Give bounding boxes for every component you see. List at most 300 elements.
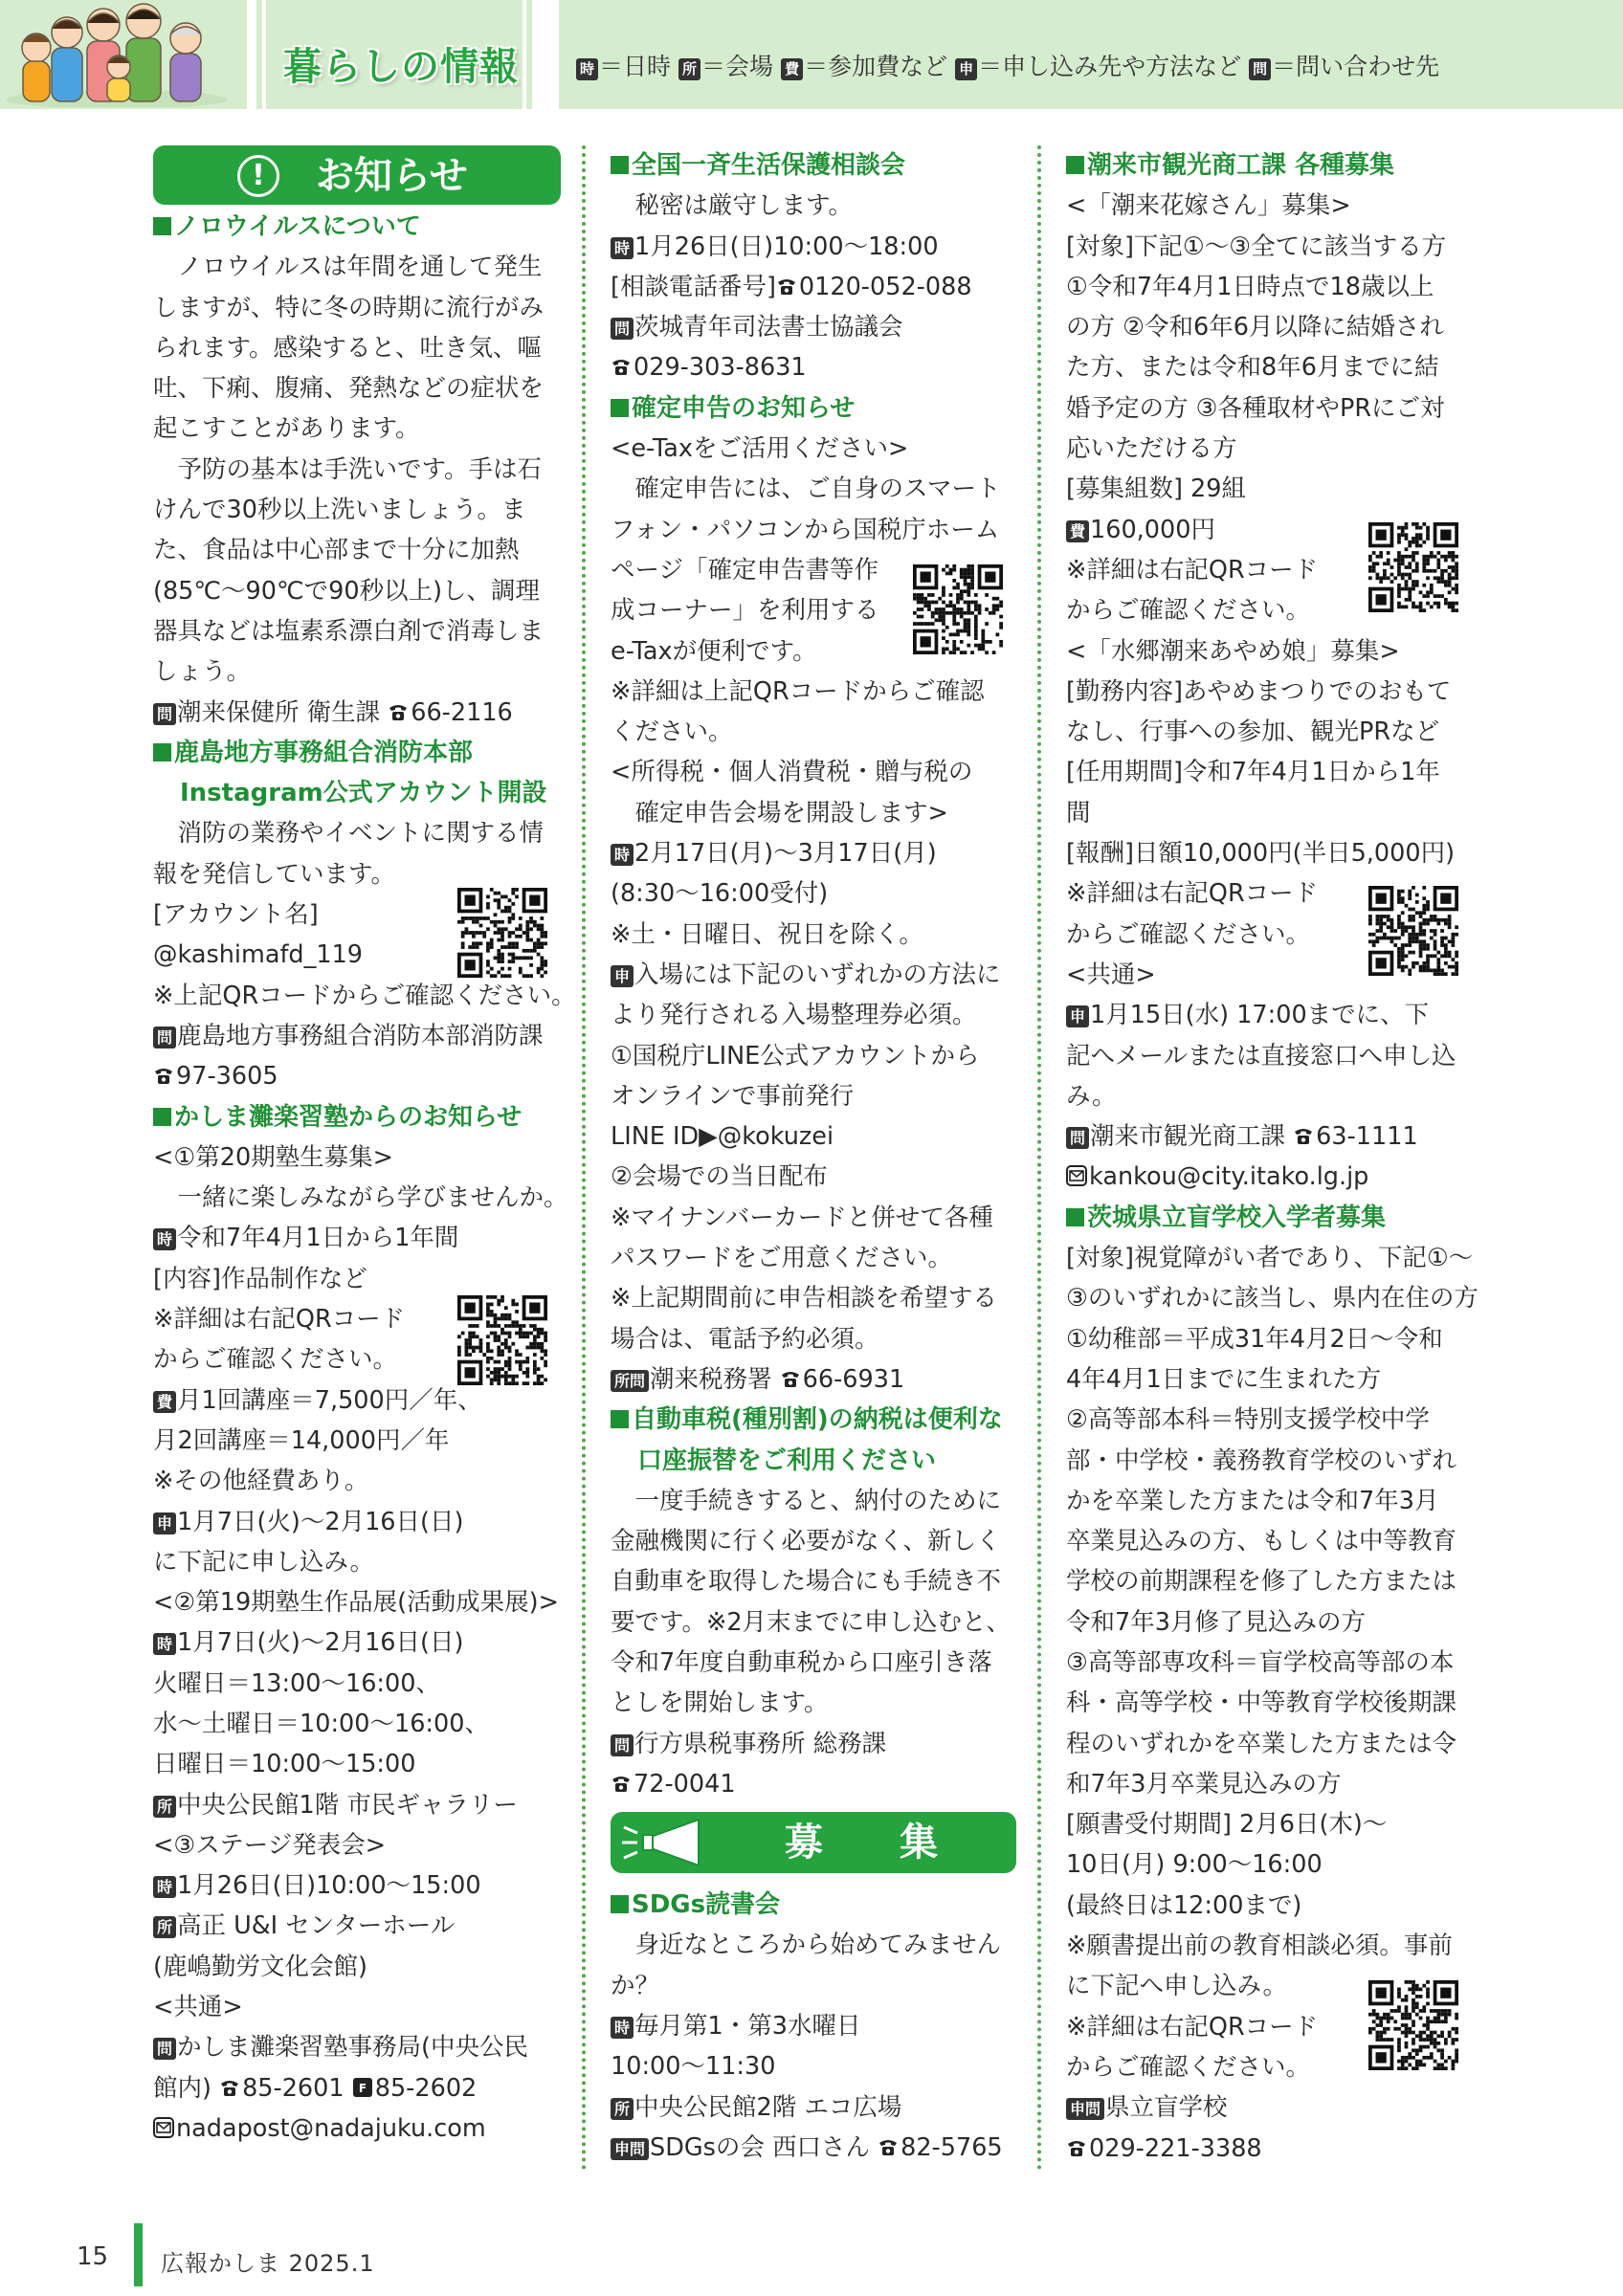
text-line (153, 2108, 561, 2149)
column-3 (1066, 145, 1476, 2169)
heading-text: ノロウイルスについて (174, 212, 421, 241)
line-text: <e-Taxをご活用ください> (611, 434, 909, 464)
text-line (611, 1359, 1016, 1400)
heading-square-icon (1066, 1208, 1084, 1226)
line-text: [対象]下記①～③全てに該当する方 (1066, 232, 1447, 261)
line-text: 確定申告会場を開設します> (611, 798, 948, 828)
text-line (611, 1724, 1016, 1764)
line-text: (鹿嶋勤労文化会館) (153, 1952, 367, 1981)
line-text: <共通> (153, 1993, 243, 2022)
abbreviation-mark: 問 (153, 1027, 176, 1049)
line-text: ※詳細は右記QRコード (1066, 555, 1319, 585)
text-line (1066, 2087, 1476, 2128)
text-line (153, 288, 561, 328)
abbreviation-mark: 申 (1066, 1005, 1089, 1027)
heading-text: 確定申告のお知らせ (632, 393, 856, 423)
line-text: 消防の業務やイベントに関する情 (153, 819, 545, 849)
text-line (1066, 1764, 1476, 1804)
text-line (611, 793, 1016, 833)
section-heading (153, 773, 561, 813)
heading-text: 口座振替をご利用ください (637, 1446, 937, 1475)
telephone-icon (1293, 1125, 1314, 1146)
text-line (611, 2006, 1016, 2046)
telephone-icon (153, 1065, 174, 1086)
text-line (153, 1137, 561, 1178)
line-text: [報酬]日額10,000円(半日5,000円) (1066, 839, 1456, 869)
line-text: SDGsの会 西口さん (650, 2132, 878, 2162)
text-line (1066, 1804, 1476, 1844)
line-text: 10:00～11:30 (611, 2052, 776, 2082)
line-text: (85℃～90℃で90秒以上)し、調理 (153, 576, 541, 606)
text-line (1066, 186, 1476, 226)
line-text: み。 (1066, 1081, 1117, 1111)
line-text: 令和7年度自動車税から口座引き落 (611, 1647, 992, 1677)
text-line (153, 490, 561, 530)
telephone-icon (611, 356, 632, 377)
text-line (1066, 712, 1476, 752)
line-text: ②高等部本科＝特別支援学校中学 (1066, 1405, 1430, 1435)
line-text: なし、行事への参加、観光PRなど (1066, 718, 1440, 747)
line-text: 入場には下記のいずれかの方法に (634, 960, 1001, 989)
text-line (1066, 1036, 1476, 1076)
text-line (611, 1076, 1016, 1116)
line-text: 卒業見込みの方、もしくは中等教育 (1066, 1527, 1457, 1556)
line-text: 応いただける方 (1066, 434, 1237, 464)
text-line (153, 1542, 561, 1582)
qr-code (1368, 522, 1458, 612)
text-line (153, 1947, 561, 1987)
line-text: ※詳細は上記QRコードからご確認 (611, 676, 985, 706)
line-text: 1月7日(火)～2月16日(日) (177, 1628, 464, 1658)
line-text: @kashimafd_119 (153, 940, 364, 970)
text-line (153, 1421, 561, 1461)
line-text: 1月26日(日)10:00～18:00 (634, 232, 939, 261)
line-text: 予防の基本は手洗いです。手は石 (153, 454, 542, 484)
section-heading (611, 145, 1016, 186)
line-text: パスワードをご用意ください。 (611, 1244, 953, 1273)
text-line (153, 530, 561, 570)
text-line (611, 672, 1016, 712)
line-text: かしま灘楽習塾事務局(中央公民 (177, 2033, 528, 2063)
line-text: 吐、下痢、腹痛、発熱などの症状を (153, 374, 545, 404)
text-line (1066, 1724, 1476, 1764)
qr-code (913, 564, 1003, 654)
line-text: <所得税・個人消費税・贈与税の (611, 758, 973, 787)
text-line (1066, 1400, 1476, 1440)
line-text: [アカウント名] (153, 900, 319, 930)
telephone-icon (780, 1368, 801, 1389)
text-line (1066, 1238, 1476, 1278)
abbreviation-mark: 申 (611, 965, 634, 987)
text-line (1066, 2129, 1476, 2169)
text-line (153, 1016, 561, 1056)
line-text: [内容]作品制作など (153, 1264, 367, 1293)
text-line (1066, 752, 1476, 792)
line-text: 火曜日＝13:00～16:00、 (153, 1668, 440, 1698)
abbreviation-mark: 費 (1066, 520, 1089, 542)
line-text: としを開始します。 (611, 1689, 829, 1718)
line-text: られます。感染すると、吐き気、嘔 (153, 333, 542, 363)
heading-square-icon (153, 743, 171, 762)
abbreviation-mark: 所 (153, 1916, 176, 1938)
line-text: ※詳細は右記QRコード (1066, 2012, 1319, 2042)
text-line (153, 2068, 561, 2108)
text-line (153, 1178, 568, 1218)
heading-square-icon (611, 156, 629, 174)
line-text: <「潮来花嫁さん」募集> (1066, 191, 1351, 221)
qr-code (457, 1295, 547, 1385)
text-line (611, 995, 1016, 1035)
svg-text:F: F (358, 2081, 367, 2095)
section-heading (153, 207, 561, 247)
text-line (611, 1198, 1016, 1238)
text-line (153, 450, 561, 490)
abbreviation-mark: 費 (153, 1391, 176, 1413)
line-text: kankou@city.itako.lg.jp (1089, 1162, 1369, 1192)
telephone-icon (776, 276, 797, 297)
line-text: [対象]視覚障がい者であり、下記①～ (1066, 1244, 1474, 1273)
text-line (1066, 1076, 1476, 1116)
abbreviation-legend (576, 48, 1447, 82)
line-text: 月1回講座＝7,500円／年、 (177, 1385, 482, 1415)
text-line (153, 1987, 561, 2027)
section-heading (1066, 145, 1476, 186)
header-divider (522, 0, 526, 109)
legend-text: ＝問い合わせ先 (1272, 53, 1440, 80)
text-line (611, 752, 1016, 792)
text-line (1066, 995, 1476, 1035)
heading-text: SDGs読書会 (632, 1890, 781, 1920)
text-line (611, 1764, 1016, 1804)
text-line (1066, 1926, 1476, 1966)
text-line (1066, 227, 1476, 267)
abbreviation-mark: 時 (153, 1876, 176, 1898)
line-text: [募集組数] 29組 (1066, 475, 1246, 504)
column-1 (153, 145, 576, 2149)
line-text: 令和7年3月修了見込みの方 (1066, 1607, 1366, 1637)
text-line (611, 712, 1016, 752)
line-text: [任用期間]令和7年4月1日から1年 (1066, 758, 1440, 787)
line-text: 自動車を取得した場合にも手続き不 (611, 1567, 1002, 1597)
text-line (153, 1664, 561, 1704)
text-line (153, 328, 561, 368)
line-text: 中央公民館1階 市民ギャラリー (177, 1790, 518, 1820)
text-line (611, 1561, 1016, 1601)
line-text: 1月15日(水) 17:00までに、下 (1090, 1001, 1430, 1030)
line-text: 茨城青年司法書士協議会 (634, 313, 903, 342)
telephone-icon (611, 1773, 632, 1794)
line-text: 中央公民館2階 エコ広場 (634, 2092, 902, 2122)
legend-mark: 問 (1249, 58, 1271, 80)
text-line (153, 1825, 561, 1866)
legend-mark: 所 (678, 58, 700, 80)
section-heading (1066, 1198, 1476, 1238)
text-line (1066, 631, 1476, 672)
header-divider (262, 0, 266, 109)
line-text: 潮来保健所 衛生課 (177, 697, 389, 727)
text-line (611, 873, 1016, 914)
text-line (153, 813, 561, 853)
fax-icon (352, 2077, 373, 2098)
line-text: ※土・日曜日、祝日を除く。 (611, 919, 923, 949)
heading-square-icon (611, 1410, 629, 1428)
column-divider (582, 145, 586, 2172)
text-line (1066, 672, 1476, 712)
legend-text: ＝参加費など (804, 53, 948, 80)
text-line (1066, 429, 1476, 469)
line-text: ※その他経費あり。 (153, 1467, 369, 1496)
phone-number: 66-6931 (802, 1364, 905, 1394)
abbreviation-mark: 問 (611, 318, 634, 340)
line-text: 一度手続きすると、納付のために (611, 1486, 1002, 1515)
abbreviation-mark: 問 (1066, 1127, 1089, 1149)
text-line (153, 693, 561, 733)
text-line (153, 1866, 561, 1906)
text-line (153, 1582, 561, 1623)
line-text: <共通> (1066, 960, 1156, 989)
text-line (611, 2128, 1016, 2168)
text-line (1066, 1683, 1476, 1723)
line-text: ※上記期間前に申告相談を希望する (611, 1284, 997, 1314)
line-text: からご確認ください。 (1066, 596, 1311, 626)
abbreviation-mark: 所 (153, 1796, 176, 1818)
text-line (153, 1906, 561, 1946)
text-line (1066, 1561, 1476, 1601)
line-text: 毎月第1・第3水曜日 (634, 2012, 861, 2042)
line-text: <「水郷潮来あやめ娘」募集> (1066, 636, 1400, 666)
line-text: 起こすことがあります。 (153, 414, 420, 444)
line-text: 要です。※2月末までに申し込むと、 (611, 1607, 1012, 1637)
line-text: の方 ②令和6年6月以降に結婚され (1066, 313, 1444, 342)
banner-label: 募 集 (785, 1821, 938, 1866)
line-text: <①第20期塾生募集> (153, 1142, 394, 1172)
text-line (611, 1602, 1016, 1643)
text-line (1066, 469, 1476, 509)
telephone-icon (1066, 2137, 1087, 2158)
text-line (611, 1278, 1016, 1318)
line-text: 一緒に楽しみながら学びませんか。 (153, 1183, 568, 1213)
text-line (611, 227, 1016, 267)
line-text: 程のいずれかを卒業した方または令 (1066, 1729, 1457, 1758)
line-text: か？ (611, 1971, 660, 2000)
family-illustration (4, 0, 230, 107)
text-line (1066, 833, 1476, 873)
line-text: ください。 (611, 718, 733, 747)
text-line (1066, 1441, 1476, 1481)
text-line (153, 1744, 561, 1784)
text-line (611, 2046, 1016, 2086)
line-text: <②第19期塾生作品展(活動成果展)> (153, 1588, 559, 1618)
text-line (1066, 1319, 1476, 1359)
line-text: 鹿島地方事務組合消防本部消防課 (177, 1021, 544, 1050)
qr-code (1368, 886, 1458, 976)
column-divider (1037, 145, 1041, 2172)
qr-code (1368, 1980, 1458, 2070)
line-text: 1月26日(日)10:00～15:00 (177, 1871, 481, 1901)
telephone-icon (219, 2077, 240, 2098)
text-line (153, 651, 561, 692)
text-line (1066, 388, 1476, 429)
line-text: 和7年3月卒業見込みの方 (1066, 1769, 1342, 1799)
line-text: より発行される入場整理券必須。 (611, 1001, 977, 1030)
line-text: ②会場での当日配布 (611, 1162, 828, 1192)
text-line (611, 955, 1016, 995)
section-heading (611, 388, 1016, 429)
abbreviation-mark: 時 (611, 237, 634, 259)
text-line (611, 1116, 1016, 1157)
line-text: 令和7年4月1日から1年間 (177, 1224, 459, 1253)
phone-number: 63-1111 (1316, 1122, 1418, 1152)
abbreviation-mark: 問 (153, 703, 176, 725)
legend-text: ＝日時 (599, 53, 672, 80)
line-text: [願書受付期間] 2月6日(木)～ (1066, 1810, 1388, 1840)
line-text: ※願書提出前の教育相談必須。事前 (1066, 1932, 1453, 1961)
text-line (1066, 267, 1476, 307)
heading-text: 潮来市観光商工課 各種募集 (1087, 151, 1395, 180)
line-text: 秘密は厳守します。 (611, 191, 853, 221)
text-line (611, 1036, 1016, 1076)
text-line (153, 1380, 561, 1421)
section-heading (611, 1441, 1016, 1481)
text-line (611, 186, 1016, 226)
line-text: オンラインで事前発行 (611, 1081, 855, 1111)
line-text: 婚予定の方 ③各種取材やPRにご対 (1066, 393, 1445, 423)
exclamation-icon: ! (237, 155, 279, 197)
text-line (611, 1481, 1016, 1521)
abbreviation-mark: 所 (611, 2098, 634, 2120)
text-line (153, 1461, 561, 1501)
qr-code (457, 888, 547, 978)
line-text: 館内) (153, 2073, 220, 2103)
abbreviation-mark: 時 (153, 1633, 176, 1655)
heading-text: 自動車税(種別割)の納税は便利な (632, 1405, 1003, 1435)
section-heading (611, 1885, 1016, 1925)
line-text: しょう。 (153, 657, 252, 687)
text-line (153, 611, 561, 651)
abbreviation-mark: 申問 (1066, 2098, 1104, 2120)
line-text: ページ「確定申告書等作 (611, 555, 878, 585)
phone-number: 97-3605 (176, 1062, 278, 1092)
publication-name: 広報かしま 2025.1 (161, 2250, 375, 2277)
text-line (611, 510, 1016, 550)
line-text: ①国税庁LINE公式アカウントから (611, 1041, 980, 1071)
text-line (611, 1157, 1016, 1197)
text-line (611, 267, 1016, 307)
text-line (153, 1056, 561, 1096)
footer-bar (134, 2223, 143, 2286)
text-line (153, 976, 576, 1016)
phone-number: 72-0041 (634, 1769, 736, 1799)
phone-number: 029-221-3388 (1089, 2133, 1262, 2163)
line-text: 金融機関に行く必要がなく、新しく (611, 1527, 1001, 1556)
text-line (153, 368, 561, 408)
heading-square-icon (611, 399, 629, 417)
text-line (1066, 793, 1476, 833)
line-text: ※マイナンバーカードと併せて各種 (611, 1203, 993, 1232)
text-line (1066, 1643, 1476, 1683)
heading-square-icon (1066, 156, 1084, 174)
line-text: かを卒業した方または令和7年3月 (1066, 1486, 1439, 1515)
line-text: ①幼稚部＝平成31年4月2日～令和 (1066, 1324, 1443, 1354)
megaphone-icon (618, 1812, 710, 1873)
abbreviation-mark: 申 (153, 1512, 176, 1534)
text-line (153, 1623, 561, 1663)
line-text: 成コーナー」を利用する (611, 596, 879, 626)
text-line (153, 1502, 561, 1542)
text-line (153, 2027, 561, 2067)
legend-mark: 費 (781, 58, 803, 80)
section-heading (153, 733, 561, 773)
fax-number: 85-2602 (374, 2073, 478, 2103)
line-text: LINE ID▶@kokuzei (611, 1122, 834, 1152)
line-text: 身近なところから始めてみません (611, 1931, 1002, 1960)
line-text: 月2回講座＝14,000円／年 (153, 1425, 450, 1455)
line-text: 日曜日＝10:00～15:00 (153, 1750, 416, 1779)
line-text: 場合は、電話予約必須。 (611, 1324, 879, 1354)
line-text: 1月7日(火)～2月16日(日) (177, 1507, 464, 1536)
line-text: 行方県税事務所 総務課 (634, 1729, 887, 1758)
page-number: 15 (77, 2242, 109, 2271)
text-line (611, 347, 1016, 387)
legend-mark: 申 (955, 58, 977, 80)
email-icon (1066, 1165, 1087, 1186)
line-text: しますが、特に冬の時期に流行がみ (153, 293, 545, 322)
text-line (153, 1218, 561, 1258)
heading-square-icon (611, 1895, 629, 1913)
text-line (1066, 1844, 1476, 1885)
line-text: 器具などは塩素系漂白剤で消毒しま (153, 616, 545, 646)
text-line (153, 1785, 561, 1825)
line-text: 確定申告には、ご自身のスマート (611, 475, 1001, 504)
text-line (1066, 1157, 1476, 1197)
heading-text: Instagram公式アカウント開設 (180, 779, 547, 808)
text-line (153, 1259, 561, 1299)
line-text: 4年4月1日までに生まれた方 (1066, 1364, 1382, 1394)
abbreviation-mark: 問 (611, 1734, 634, 1756)
section-banner (153, 145, 561, 205)
heading-text: かしま灘楽習塾からのお知らせ (174, 1102, 522, 1132)
header-divider (247, 0, 256, 109)
line-text: ③のいずれかに該当し、県内在住の方 (1066, 1284, 1478, 1314)
text-line (611, 2087, 1016, 2128)
telephone-icon (878, 2136, 899, 2157)
line-text: た方、または令和8年6月までに結 (1066, 353, 1439, 383)
line-text: フォン・パソコンから国税庁ホーム (611, 515, 1000, 544)
line-text: けんで30秒以上洗いましょう。ま (153, 496, 526, 525)
text-line (611, 469, 1016, 509)
text-line (611, 1966, 1016, 2006)
line-text: [相談電話番号] (611, 272, 776, 301)
line-text: 学校の前期課程を修了した方または (1066, 1567, 1457, 1597)
line-text: ※詳細は右記QRコード (1066, 879, 1319, 909)
email-icon (153, 2117, 174, 2138)
text-line (1066, 1359, 1476, 1400)
line-text: 県立盲学校 (1105, 2093, 1228, 2123)
abbreviation-mark: 問 (153, 2038, 176, 2060)
line-text: 潮来税務署 (650, 1364, 780, 1394)
banner-label: お知らせ (316, 154, 468, 198)
phone-number: 82-5765 (900, 2132, 1003, 2162)
line-text: 2月17日(月)～3月17日(月) (634, 839, 937, 869)
line-text: ①令和7年4月1日時点で18歳以上 (1066, 272, 1434, 301)
text-line (611, 1319, 1016, 1359)
text-line (1066, 1278, 1476, 1318)
text-line (1066, 1521, 1476, 1561)
text-line (153, 1704, 561, 1744)
line-text: 高正 U&I センターホール (177, 1911, 456, 1941)
text-line (611, 1925, 1016, 1965)
line-text: からご確認ください。 (153, 1345, 398, 1375)
